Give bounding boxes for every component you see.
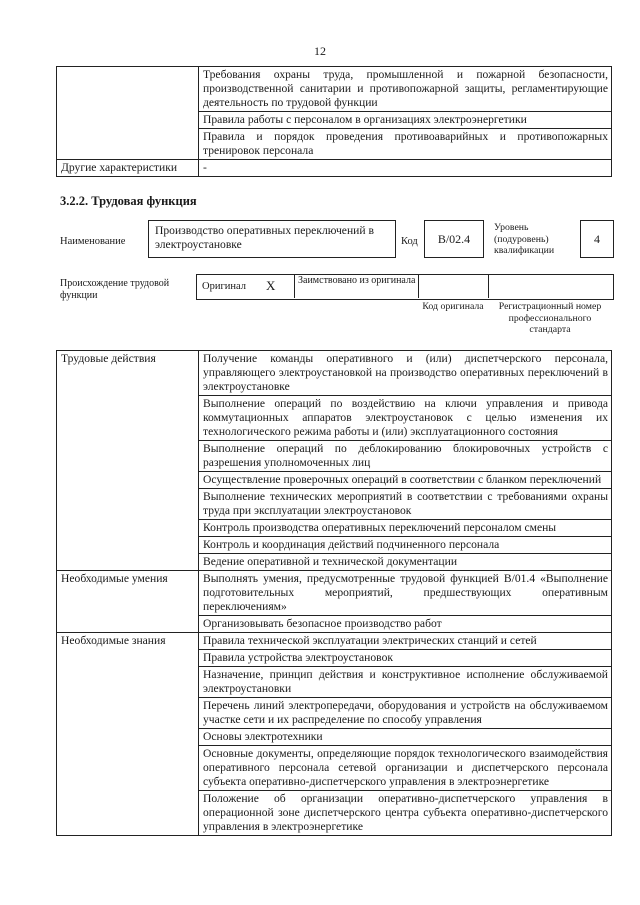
table-cell: Выполнение технических мероприятий в соответствии с требованиями охраны труда при эксплуатации электроустановок <box>199 489 612 520</box>
table-body <box>57 351 612 836</box>
table-cell: Основы электротехники <box>199 729 612 746</box>
table-row <box>57 351 612 396</box>
borrowed-label: Заимствовано из оригинала <box>298 275 416 286</box>
table-cell: Требования охраны труда, промышленной и пожарной безопасности, производственной санитарии и противопожарной защиты, регламентирующие деятельность по трудовой функции <box>199 67 612 112</box>
table-cell: Получение команды оперативного и (или) диспетчерского персонала, управляющего электроустановкой на производство оперативных переключений в электроустановке <box>199 351 612 396</box>
function-details-table <box>56 350 612 836</box>
required-knowledge-label: Необходимые знания <box>57 633 199 836</box>
reg-number-caption: Регистрационный номер профессионального стандарта <box>498 301 602 335</box>
page-number: 12 <box>314 44 326 58</box>
level-value: 4 <box>594 232 600 246</box>
level-value-box <box>580 220 614 258</box>
table-cell: Правила устройства электроустановок <box>199 650 612 667</box>
table-cell: Осуществление проверочных операций в соответствии с бланком переключений <box>199 472 612 489</box>
table-row <box>57 571 612 616</box>
table-cell: Ведение оперативной и технической документации <box>199 554 612 571</box>
code-value: B/02.4 <box>437 232 471 246</box>
table-cell: Правила технической эксплуатации электрических станций и сетей <box>199 633 612 650</box>
code-original-caption: Код оригинала <box>422 301 484 312</box>
table-row <box>57 67 612 112</box>
table-cell: Правила работы с персоналом в организациях электроэнергетики <box>199 112 612 129</box>
original-mark: X <box>266 278 276 293</box>
table-cell: Перечень линий электропередачи, оборудования и устройств на обслуживаемом участке сети и их распределение по способу управления <box>199 698 612 729</box>
section-title: 3.2.2. Трудовая функция <box>60 194 197 208</box>
name-label: Наименование <box>60 236 126 247</box>
table-cell: Контроль и координация действий подчиненного персонала <box>199 537 612 554</box>
required-skills-label: Необходимые умения <box>57 571 199 633</box>
level-label: Уровень (подуровень) квалификации <box>494 222 555 256</box>
table-row <box>57 633 612 650</box>
divider <box>294 274 295 298</box>
original-label: Оригинал <box>202 281 246 292</box>
table-cell: Положение об организации оперативно-диспетчерского управления в операционной зоне диспетчерского центра субъекта оперативно-диспетчерского управления в электроэнергетике <box>199 791 612 836</box>
table-row <box>57 160 612 177</box>
table-cell: Выполнять умения, предусмотренные трудовой функцией B/01.4 «Выполнение подготовительных мероприятий, предшествующих оперативным переключениям» <box>199 571 612 616</box>
other-characteristics-value: - <box>199 160 612 177</box>
divider <box>418 274 419 298</box>
origin-label: Происхождение трудовой функции <box>60 278 170 301</box>
table-cell: Назначение, принцип действия и конструктивное исполнение обслуживаемой электроустановки <box>199 667 612 698</box>
divider <box>488 274 489 298</box>
table-cell: Контроль производства оперативных переключений персоналом смены <box>199 520 612 537</box>
code-value-box <box>424 220 484 258</box>
other-characteristics-label: Другие характеристики <box>57 160 199 177</box>
labor-actions-label: Трудовые действия <box>57 351 199 571</box>
name-value-box <box>148 220 396 258</box>
top-characteristics-table <box>56 66 612 177</box>
table-cell: Правила и порядок проведения противоаварийных и противопожарных тренировок персонала <box>199 129 612 160</box>
table-cell: Основные документы, определяющие порядок технологического взаимодействия оперативного персонала сетевой организации и диспетчерского персонала субъекта оперативно-диспетчерского управления в электроэнергетике <box>199 746 612 791</box>
table-cell: Выполнение операций по воздействию на ключи управления и привода коммутационных аппаратов электроустановок с целью изменения их технологического режима работы и (или) эксплуатационного состояния <box>199 396 612 441</box>
table-cell: Организовывать безопасное производство работ <box>199 616 612 633</box>
code-label: Код <box>401 236 418 247</box>
table-cell: Выполнение операций по деблокированию блокировочных устройств с разрешения уполномоченных лиц <box>199 441 612 472</box>
empty-label-cell <box>57 67 199 160</box>
name-value: Производство оперативных переключений в электроустановке <box>155 224 374 251</box>
